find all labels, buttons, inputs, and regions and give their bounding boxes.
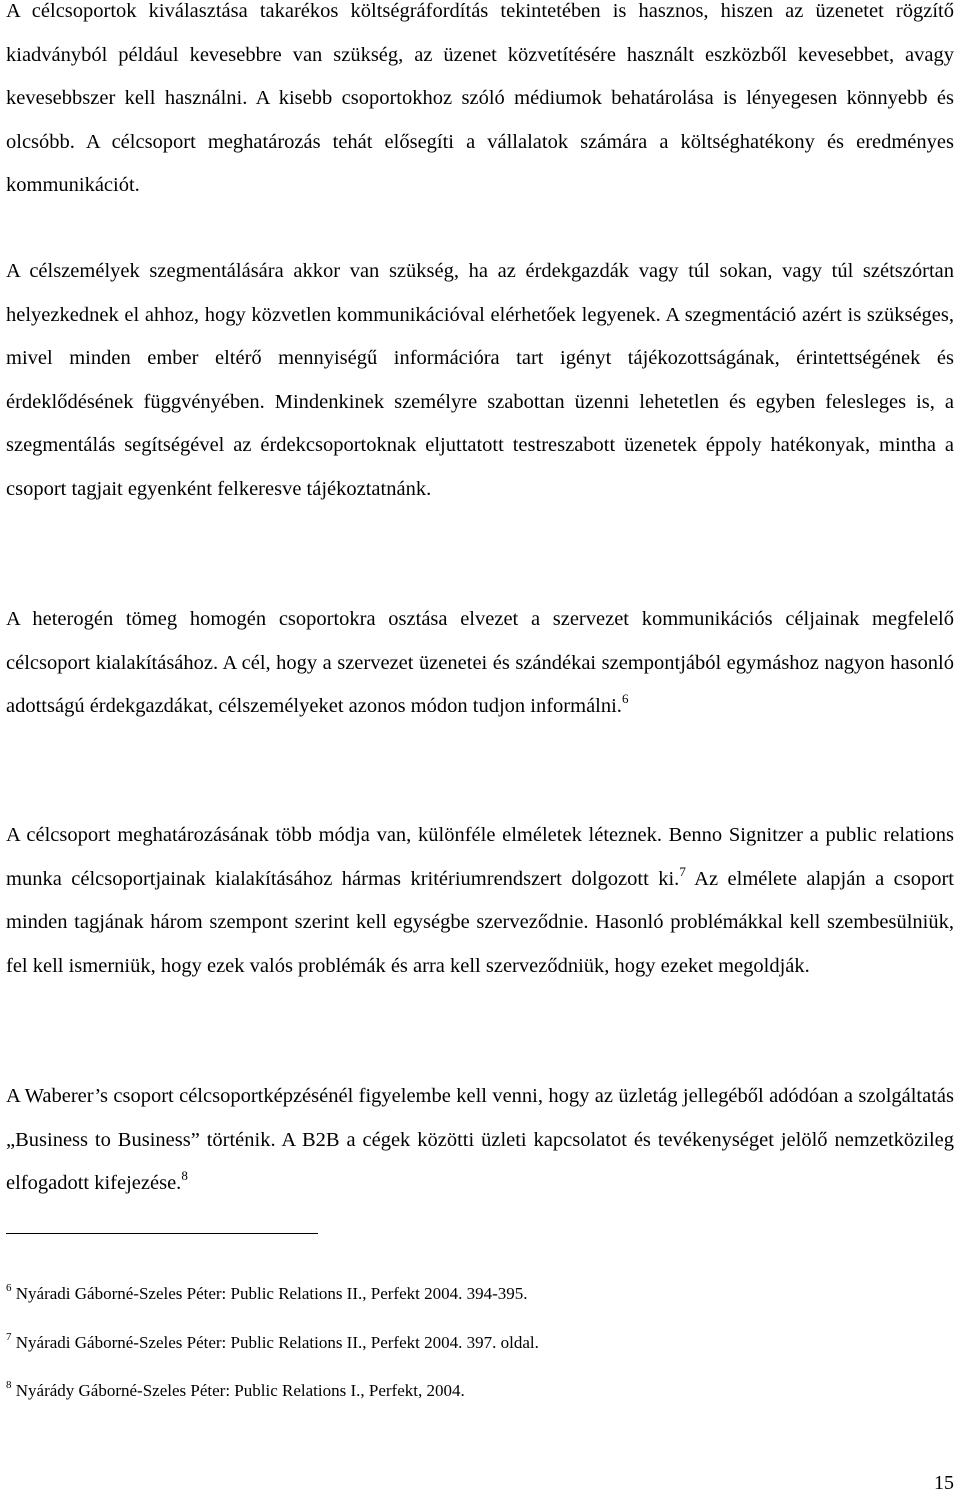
page-number: 15: [934, 1472, 954, 1494]
footnote-ref-7[interactable]: 7: [679, 863, 686, 879]
footnote-ref-8[interactable]: 8: [181, 1168, 188, 1183]
footnote-6: [6, 1283, 528, 1305]
paragraph-signitzer-criteria: [6, 814, 954, 988]
paragraph-homogeneous-groups: [6, 598, 954, 729]
paragraph-segmentation: [6, 250, 954, 511]
footnote-text: Nyáradi Gáborné-Szeles Péter: Public Relations II., Perfekt 2004. 397. oldal.: [11, 1333, 539, 1352]
paragraph-target-group-cost: [6, 0, 954, 208]
paragraph-text: A célcsoport meghatározásának több módja van, különféle elméletek léteznek. Benno Signitzer a public relations munka célcsoportjainak kialakításához hármas kritériumrendszert dolgozott ki.: [6, 824, 954, 890]
paragraph-text: A heterogén tömeg homogén csoportokra osztása elvezet a szervezet kommunikációs céljainak megfelelő célcsoport kialakításához. A cél, hogy a szervezet üzenetei és szándékai szempontjából egymáshoz nagyon hasonló adottságú érdekgazdákat, célszemélyeket azonos módon tudjon informálni.: [6, 608, 954, 717]
footnote-separator: [6, 1233, 318, 1234]
footnote-text: Nyárády Gáborné-Szeles Péter: Public Relations I., Perfekt, 2004.: [11, 1381, 465, 1400]
footnote-number: 6: [6, 1282, 12, 1294]
footnote-7: [6, 1332, 539, 1354]
footnote-number: 7: [6, 1331, 12, 1343]
paragraph-waberers-b2b: [6, 1075, 954, 1206]
footnote-8: [6, 1380, 465, 1402]
paragraph-text: A célszemélyek szegmentálására akkor van szükség, ha az érdekgazdák vagy túl sokan, vagy túl szétszórtan helyezkednek el ahhoz, hogy közvetlen kommunikációval elérhetőek legyenek. A szegmentáció azért is szükséges, mivel minden ember eltérő mennyiségű információra tart igényt tájékozottságának, érintettségének és érdeklődésének függvényében. Mindenkinek személyre szabottan üzenni lehetetlen és egyben felesleges is, a szegmentálás segítségével az érdekcsoportoknak eljuttatott testreszabott üzenetek éppoly hatékonyak, mintha a csoport tagjait egyenként felkeresve tájékoztatnánk.: [6, 260, 954, 500]
footnote-text: Nyáradi Gáborné-Szeles Péter: Public Relations II., Perfekt 2004. 394-395.: [11, 1284, 528, 1303]
paragraph-text: A célcsoportok kiválasztása takarékos költségráfordítás tekintetében is hasznos, hiszen az üzenetet rögzítő kiadványból például kevesebbre van szükség, az üzenet közvetítésére használt eszközből kevesebbet, avagy kevesebbszer kell használni. A kisebb csoportokhoz szóló médiumok behatárolása is lényegesen könnyebb és olcsóbb. A célcsoport meghatározás tehát elősegíti a vállalatok számára a költséghatékony és eredményes kommunikációt.: [6, 0, 954, 196]
footnote-ref-6[interactable]: 6: [621, 691, 629, 706]
footnote-number: 8: [6, 1379, 12, 1391]
paragraph-text-continued: Az elmélete alapján a csoport minden tagjának három szempont szerint kell egységbe szerveződnie. Hasonló problémákkal kell szembesülniük, fel kell ismerniük, hogy ezek valós problémák és arra kell szerveződniük, hogy ezeket megoldják.: [6, 867, 954, 977]
paragraph-text: A Waberer’s csoport célcsoportképzésénél figyelembe kell venni, hogy az üzletág jellegéből adódóan a szolgáltatás „Business to Business” történik. A B2B a cégek közötti üzleti kapcsolatot és tevékenységet jelölő nemzetközileg elfogadott kifejezése.: [6, 1085, 954, 1194]
